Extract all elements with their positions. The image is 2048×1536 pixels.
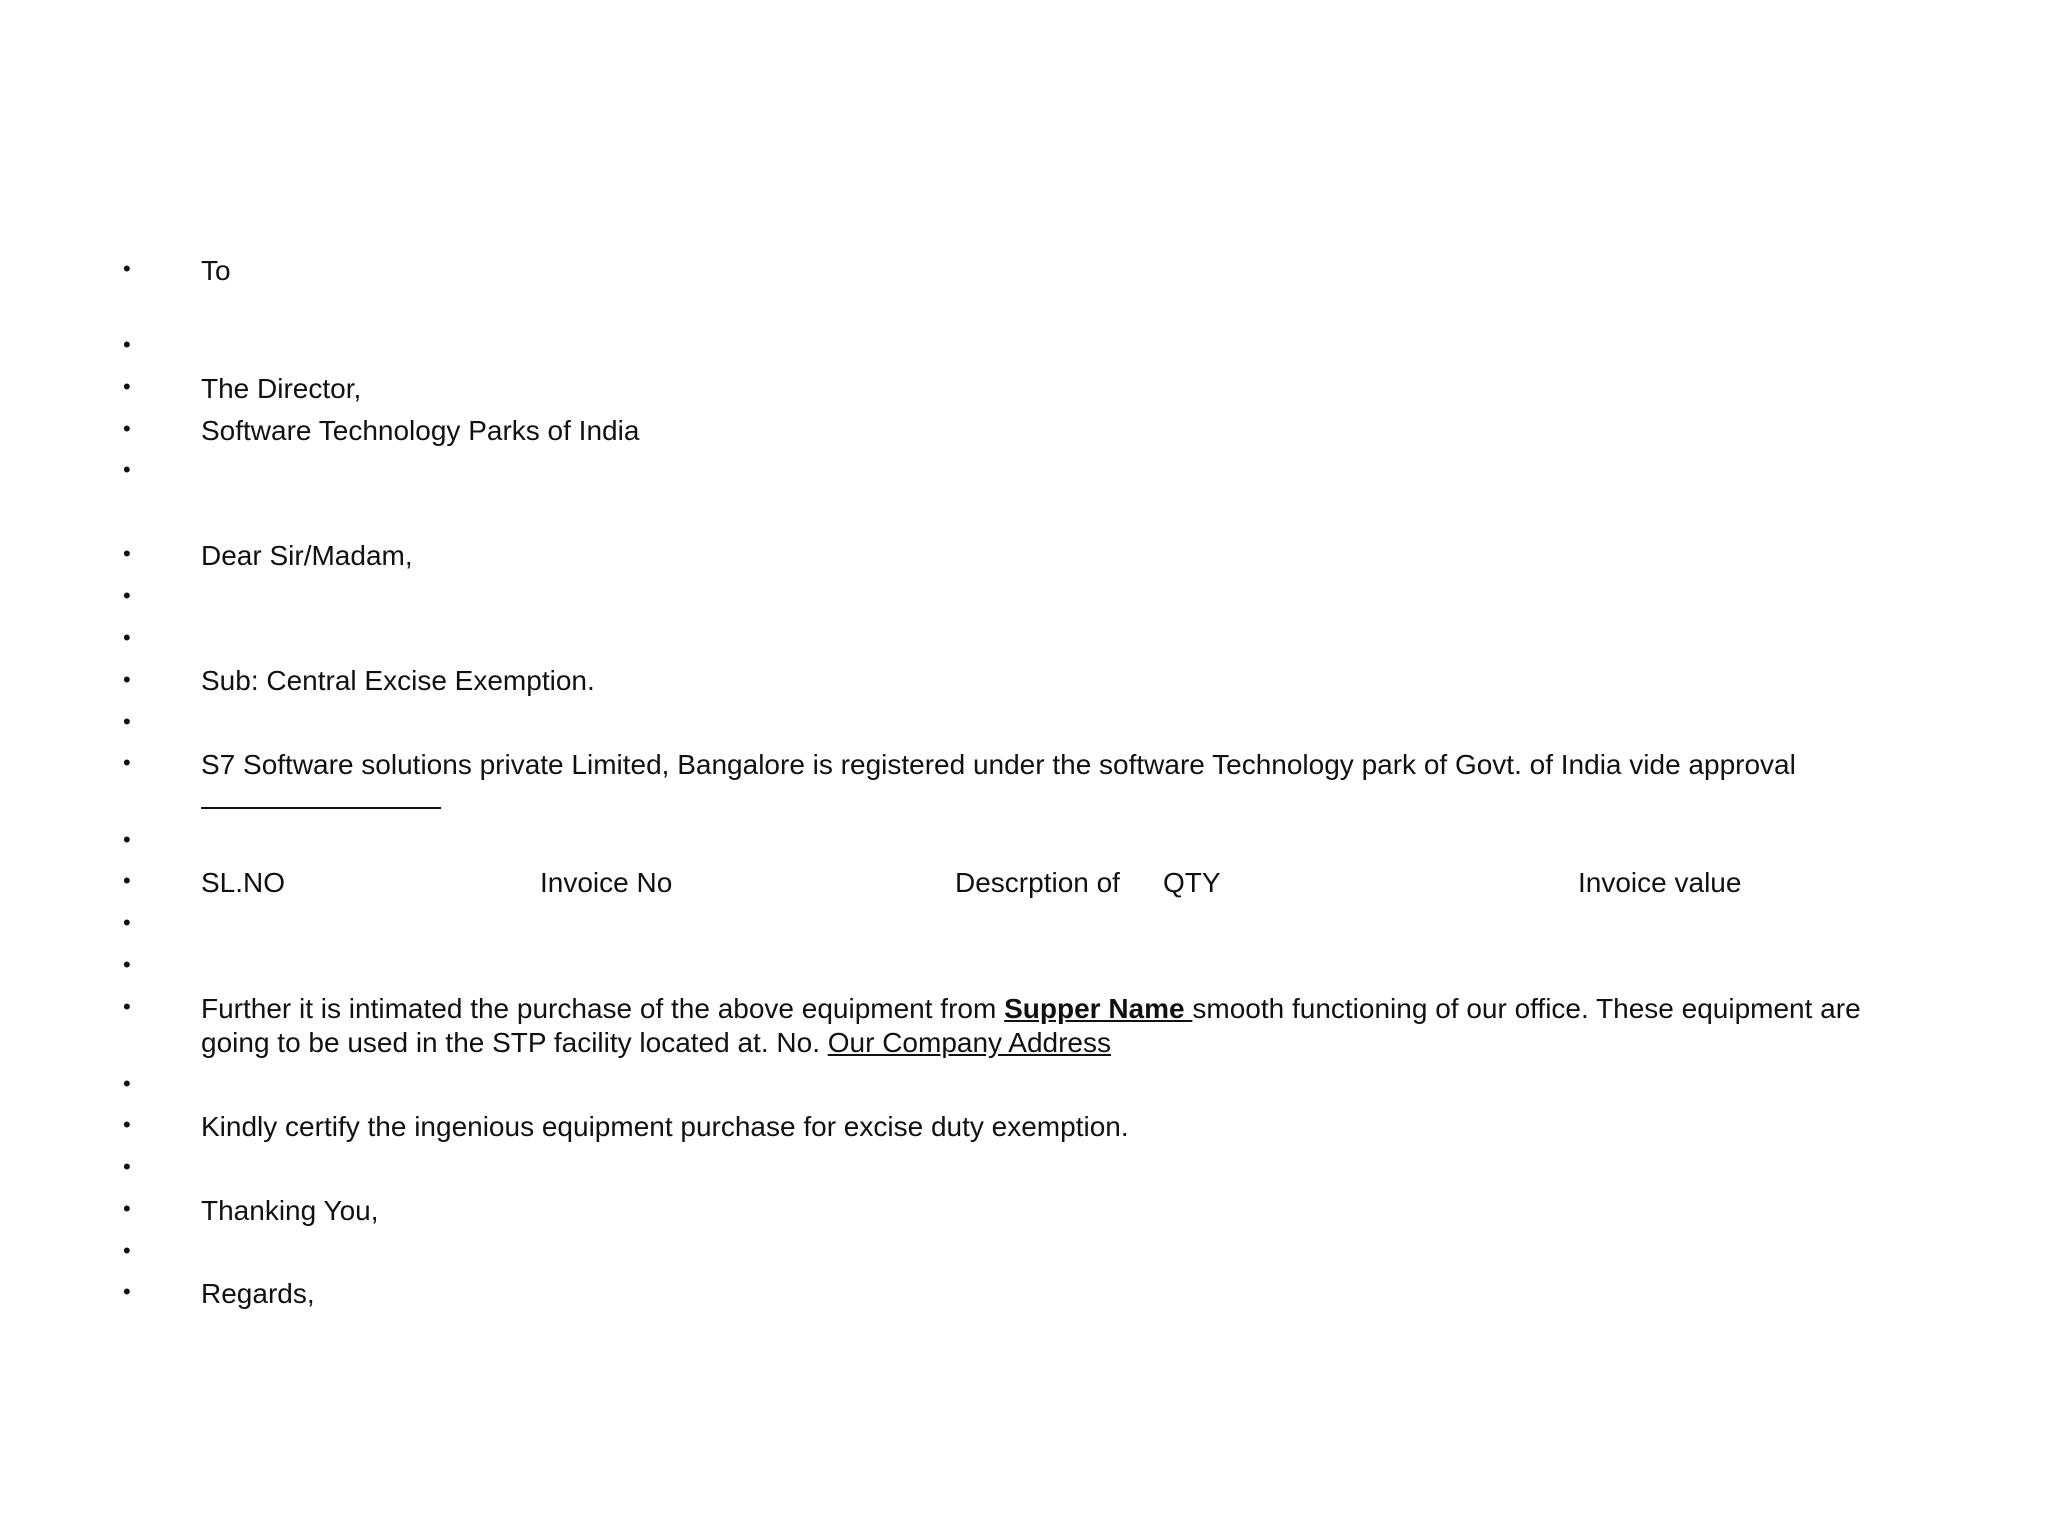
bullet: • <box>123 952 131 977</box>
bullet: • <box>123 868 131 893</box>
further-text-part1: Further it is intimated the purchase of the above equipment from <box>201 993 1005 1024</box>
header-sl-no: SL.NO <box>201 867 286 898</box>
bullet: • <box>123 332 131 357</box>
further-paragraph-line1 <box>201 992 1861 1026</box>
bullet: • <box>123 667 131 692</box>
bullet: • <box>123 709 131 734</box>
bullet: • <box>123 994 131 1019</box>
bullet: • <box>123 1154 131 1179</box>
company-address: Our Company Address <box>827 1027 1111 1058</box>
header-description: Descrption of <box>955 867 1120 898</box>
supplier-name: Supper Name <box>1004 993 1193 1024</box>
bullet: • <box>123 1279 131 1304</box>
header-invoice-value: Invoice value <box>1578 867 1742 898</box>
header-invoice-no: Invoice No <box>540 867 673 898</box>
recipient-title: The Director, <box>201 373 362 404</box>
bullet: • <box>123 583 131 608</box>
to-line: To <box>201 255 231 286</box>
further-paragraph-line2 <box>201 1026 1111 1060</box>
approval-blank-line <box>201 807 441 809</box>
subject-line: Sub: Central Excise Exemption. <box>201 665 595 696</box>
bullet: • <box>123 416 131 441</box>
bullet: • <box>123 1112 131 1137</box>
bullet: • <box>123 1071 131 1096</box>
bullet: • <box>123 374 131 399</box>
closing-line: Regards, <box>201 1278 315 1309</box>
intro-paragraph: S7 Software solutions private Limited, Bangalore is registered under the software Technology park of Govt. of India vide approval <box>201 749 1796 780</box>
bullet: • <box>123 625 131 650</box>
bullet: • <box>123 256 131 281</box>
salutation: Dear Sir/Madam, <box>201 540 413 571</box>
header-qty: QTY <box>1163 867 1221 898</box>
bullet: • <box>123 750 131 775</box>
bullet: • <box>123 910 131 935</box>
recipient-org: Software Technology Parks of India <box>201 415 640 446</box>
thanks-line: Thanking You, <box>201 1195 379 1226</box>
bullet: • <box>123 1238 131 1263</box>
bullet: • <box>123 457 131 482</box>
bullet: • <box>123 827 131 852</box>
bullet: • <box>123 541 131 566</box>
further-text-part2: smooth functioning of our office. These equipment are <box>1192 993 1861 1024</box>
further-line2-prefix: going to be used in the STP facility located at. No. <box>201 1027 828 1058</box>
request-paragraph: Kindly certify the ingenious equipment purchase for excise duty exemption. <box>201 1111 1129 1142</box>
bullet: • <box>123 1196 131 1221</box>
